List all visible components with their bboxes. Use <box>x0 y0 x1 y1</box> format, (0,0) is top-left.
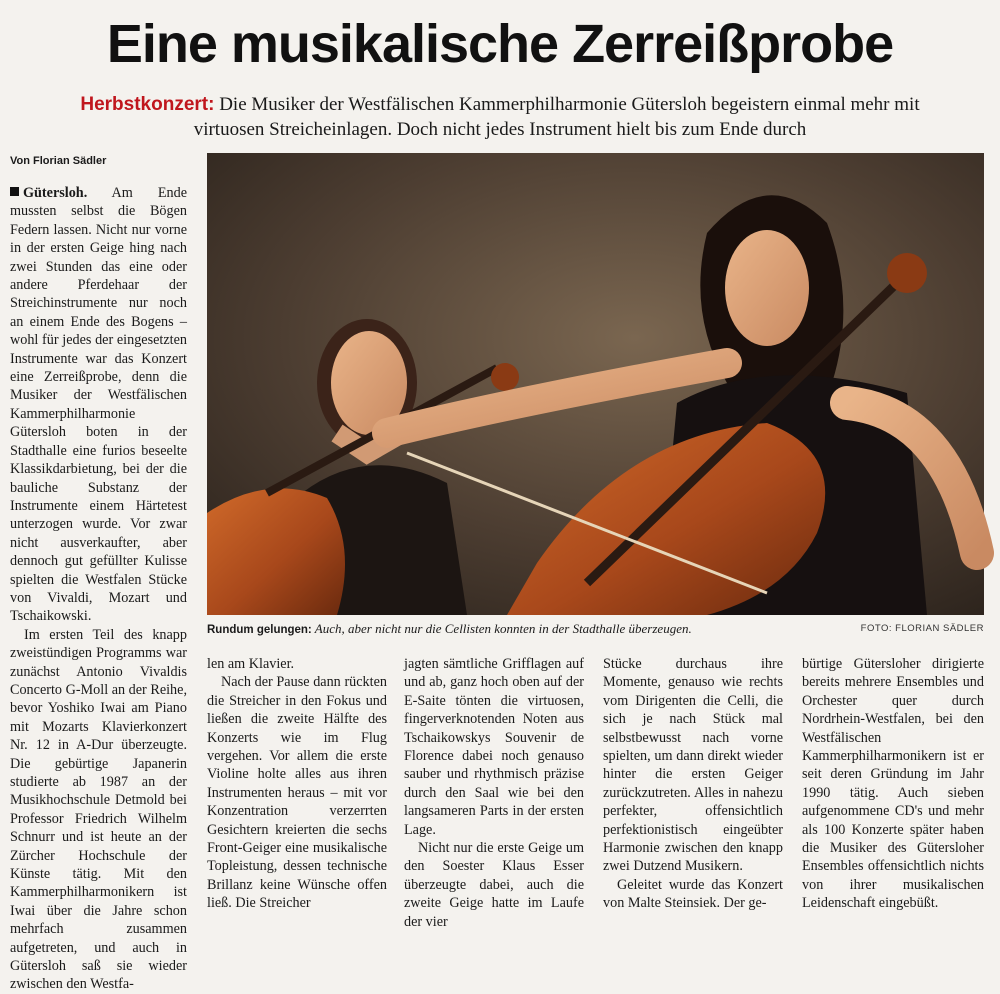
headline: Eine musikalische Zerreißprobe <box>106 14 894 74</box>
paragraph: Stücke durchaus ihre Momente, genauso wie rechts vom Dirigenten die Celli, die sich je nach Stück mal selbstbewusst nach vorne spielten, um dann direkt wieder hinter die ersten Geiger zurückzutreten. Alles in nahezu perfekter, offensichtlich perfektionistisch eingeübter Harmonie zwischen den knapp zwei Dutzend Musikern. <box>603 656 783 875</box>
subhead-text: Die Musiker der Westfälischen Kammerphilharmonie Gütersloh begeistern einmal mehr mit virtuosen Streicheinlagen. Doch nicht jedes Instrument hielt bis zum Ende durch <box>193 94 920 140</box>
lead-square-icon <box>10 187 19 196</box>
paragraph-text: Am Ende mussten selbst die Bögen Federn lassen. Nicht nur vorne in der ersten Geige hing nach zwei Stunden das eine oder andere Pferdehaar der Streichinstrumente nur noch an einem Ende des Bogens – wohl für jedes der eingesetzten Instrumente war das Konzert eine Zerreißprobe, denn die Musiker der Westfälischen Kammerphilharmonie Gütersloh boten in der Stadthalle eine furios beseelte Klassikdarbietung, bei der die bauliche Substanz der Instrumente einem Härtetest unterzogen wurde. Vor zwar nicht ausverkaufter, aber dennoch gut gefüllter Kulisse spielten die Westfalen Stücke von Vivaldi, Mozart und Tschaikowski. <box>10 185 187 625</box>
dateline: Gütersloh. <box>23 185 88 201</box>
article-column-3 <box>404 655 584 930</box>
paragraph: Nicht nur die erste Geige um den Soester Klaus Esser überzeugte dabei, auch die zweite Geige hatte im Laufe der vier <box>404 840 584 930</box>
paragraph: Nach der Pause dann rückten die Streicher in den Fokus und ließen die zweite Hälfte des Konzerts wie im Flug vergehen. Vor allem die erste Violine holte alles aus ihren Instrumenten heraus – mit vor Konzentration verzerrten Gesichtern kreierten die sechs Front-Geiger eine musikalische Topleistung, dessen technische Brillanz keine Wünsche offen ließ. Die Streicher <box>207 674 387 912</box>
photo-credit: FOTO: FLORIAN SÄDLER <box>860 623 984 634</box>
paragraph: bürtige Gütersloher dirigierte bereits mehrere Ensembles und Orchester quer durch Nordrhein-Westfalen, bei den Westfälischen Kammerphilharmonikern ist er seit deren Gründung im Jahr 1990 tätig. Auch sieben aufgenommene CD's und mehr als 100 Konzerte später haben die Musiker des Gütersloher Ensembles offensichtlich nichts von ihrer musikalischen Leidenschaft eingebüßt. <box>802 656 984 912</box>
paragraph: jagten sämtliche Grifflagen auf und ab, ganz hoch oben auf der E-Saite tönten die virtuosen, fingerverknotenden Noten aus Tschaikowskys Souvenir de Florence dabei noch genauso sauber und rhythmisch präzise durch den Saal wie bei den langsameren Parts in der ersten Lage. <box>404 656 584 838</box>
caption-text: Auch, aber nicht nur die Cellisten konnten in der Stadthalle überzeugen. <box>311 621 692 636</box>
paragraph: Im ersten Teil des knapp zweistündigen Programms war zunächst Antonio Vivaldis Concerto G-Moll an der Reihe, bevor Yoshiko Iwai am Piano mit Mozarts Klavierkonzert Nr. 12 in A-Dur überzeugte. Die gebürtige Japanerin studierte ab 1987 an der Musikhochschule Detmold bei Professor Friedrich Wilhelm Schnurr und ist heute an der Zürcher Hochschule der Künste tätig. Mit den Kammerphilharmonikern ist Iwai über die Jahre schon mehrfach zusammen aufgetreten, und auch in Gütersloh saß sie wieder zwischen den Westfa- <box>10 626 187 993</box>
subhead-kicker: Herbstkonzert: <box>80 94 215 115</box>
paragraph <box>10 184 187 626</box>
article-column-4 <box>603 655 783 912</box>
article-column-1 <box>10 184 187 993</box>
article-column-5 <box>802 655 984 912</box>
cellists-photo <box>207 153 984 615</box>
paragraph: len am Klavier. <box>207 656 295 672</box>
article-photo <box>207 153 984 615</box>
paragraph: Geleitet wurde das Konzert von Malte Steinsiek. Der ge- <box>603 876 783 912</box>
photo-caption <box>207 621 984 637</box>
subhead <box>60 92 940 142</box>
caption-label: Rundum gelungen: <box>207 624 312 636</box>
article-column-2 <box>207 655 387 912</box>
byline: Von Florian Sädler <box>10 155 107 167</box>
